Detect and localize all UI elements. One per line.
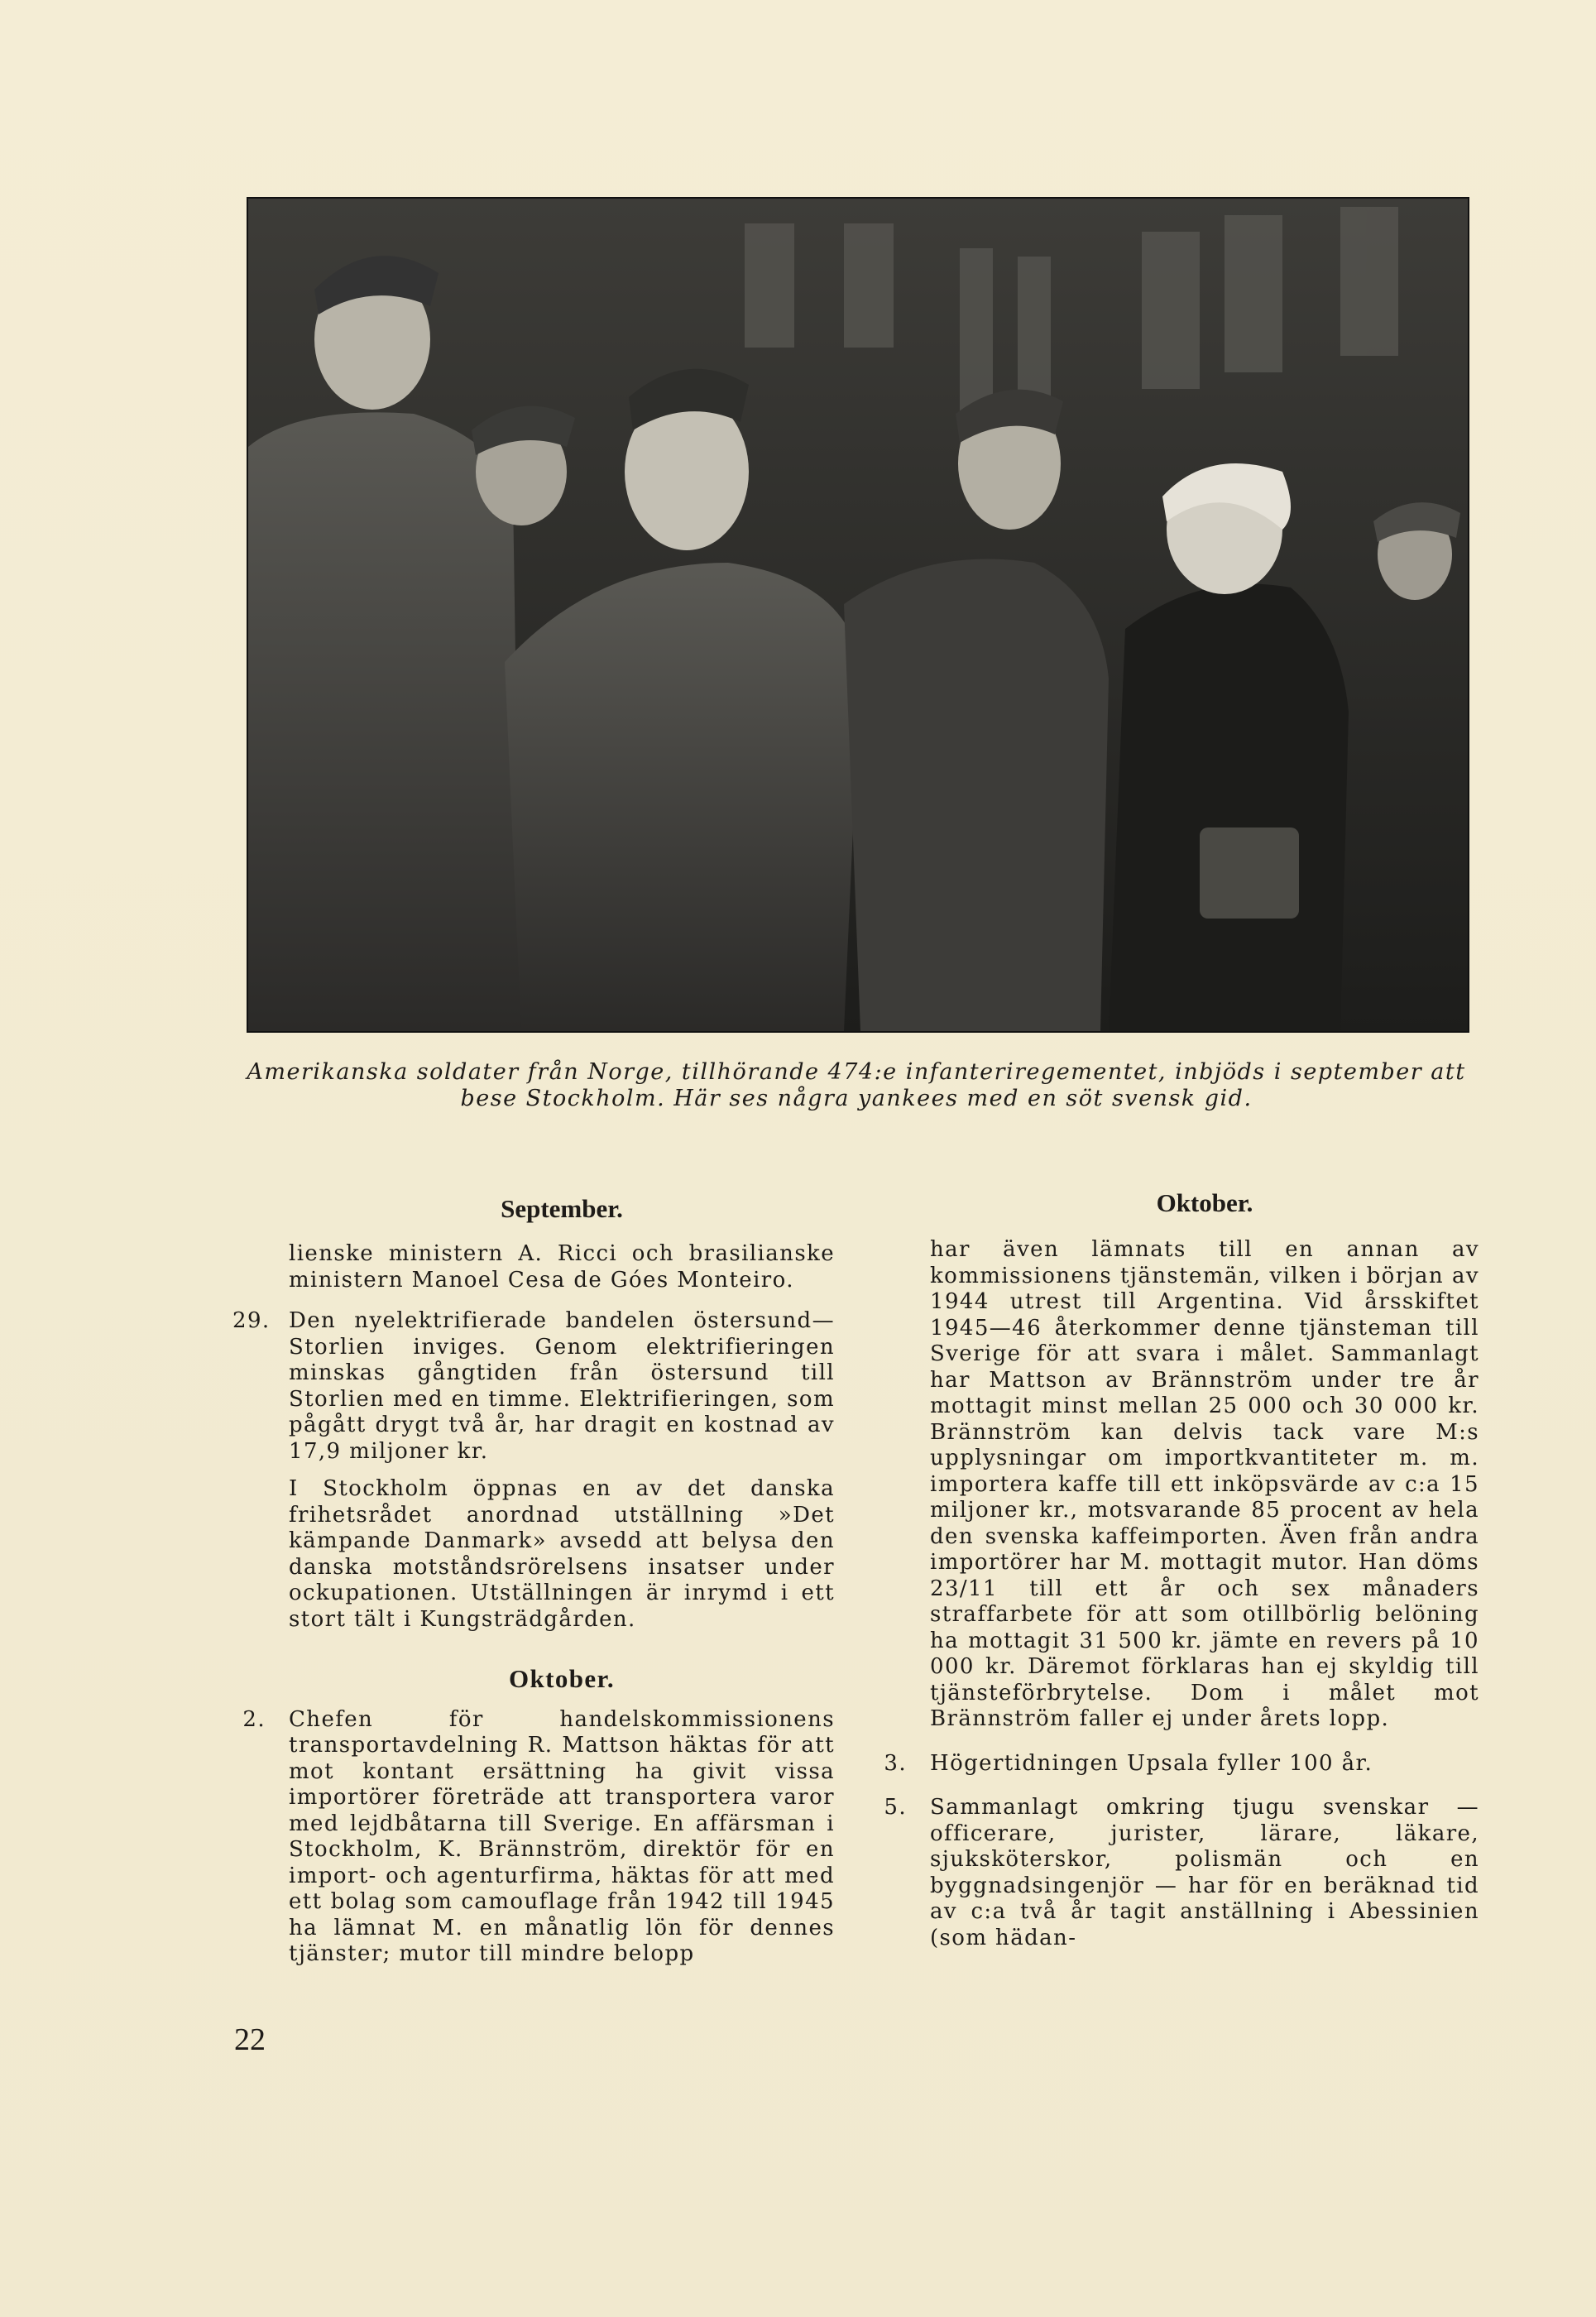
entry-day: 5. [884,1795,907,1820]
photo-caption [240,1059,1473,1112]
entry-day: 3. [884,1750,907,1776]
entry-paragraph: Den nyelektrifierade bandelen östersund—Storlien inviges. Genom elektrifieringen minskas gångtiden från östersund till Storlien med en timme. Elektrifieringen, som pågått drygt två år, har dragit en kostnad av 17,9 miljoner kr. [289,1308,835,1464]
heading-oktober-left: Oktober. [508,1664,616,1693]
entry-okt-3 [884,1750,1479,1777]
entry-okt-5 [884,1795,1479,1951]
entry-day: 2. [242,1706,266,1732]
entry-day: 29. [232,1308,271,1333]
entry-okt-2 [242,1706,835,1968]
entry-sept-29 [232,1308,835,1633]
entry-text: Högertidningen Upsala fyller 100 år. [930,1750,1373,1776]
page-number: 22 [234,2022,266,2057]
entry-text: Sammanlagt omkring tjugu svenskar — officerare, jurister, lärare, läkare, sjuksköterskor, polismän och en byggnadsingenjör — har för en beräknad tid av c:a två år tagit anställning i Abessinien (som hädan- [930,1795,1479,1950]
right-column [884,1237,1479,1963]
soldiers-photograph [247,197,1469,1033]
caption-line-1: Amerikanska soldater från Norge, tillhörande 474:e infanteriregementet, inbjöds i september att [247,1059,1466,1085]
oktober-continuation: har även lämnats till en annan av kommissionens tjänstemän, vilken i början av 1944 utrest till Argentina. Vid årsskiftet 1945—46 återkommer denne tjänsteman till Sverige för att svara i målet. Sammanlagt har Mattson av Brännström under tre år mottagit minst mellan 25 000 och 30 000 kr. Brännström kan delvis tack vare M:s upplysningar om importkvantiteter m. m. importera kaffe till ett inköpsvärde av c:a 15 miljoner kr., motsvarande 85 procent av hela den svenska kaffeimporten. Även från andra importörer har M. mottagit mutor. Han döms 23/11 till ett år och sex månaders straffarbete för att som otillbörlig belöning ha mottagit 31 500 kr. jämte en revers på 10 000 kr. Däremot förklaras han ej skyldig till tjänsteförbrytelse. Dom i målet mot Brännström faller ej under årets lopp. [930,1237,1479,1731]
heading-oktober-right: Oktober. [1156,1188,1253,1217]
entry-text: Chefen för handelskommissionens transportavdelning R. Mattson häktas för att mot kontant ersättning ha givit vissa importörer företräde att transportera varor med lejdbåtarna till Sverige. En affärsman i Stockholm, K. Brännström, direktör för en import- och agenturfirma, häktas för att med ett bolag som camouflage från 1942 till 1945 ha lämnat M. en månatlig lön för dennes tjänster; mutor till mindre belopp [289,1706,835,1966]
left-column [232,1241,835,1979]
september-continuation: lienske ministern A. Ricci och brasilianske ministern Manoel Cesa de Góes Monteiro. [289,1241,835,1293]
photograph-soldiers-icon [248,199,1468,1031]
entry-paragraph: I Stockholm öppnas en av det danska frihetsrådet anordnad utställning »Det kämpande Danmark» avsedd att belysa den danska motståndsrörelsens insatser under ockupationen. Utställningen är inrymd i ett stort tält i Kungsträdgården. [289,1476,835,1632]
heading-september: September. [501,1194,623,1223]
caption-line-2: bese Stockholm. Här ses några yankees med en söt svensk gid. [460,1086,1253,1111]
